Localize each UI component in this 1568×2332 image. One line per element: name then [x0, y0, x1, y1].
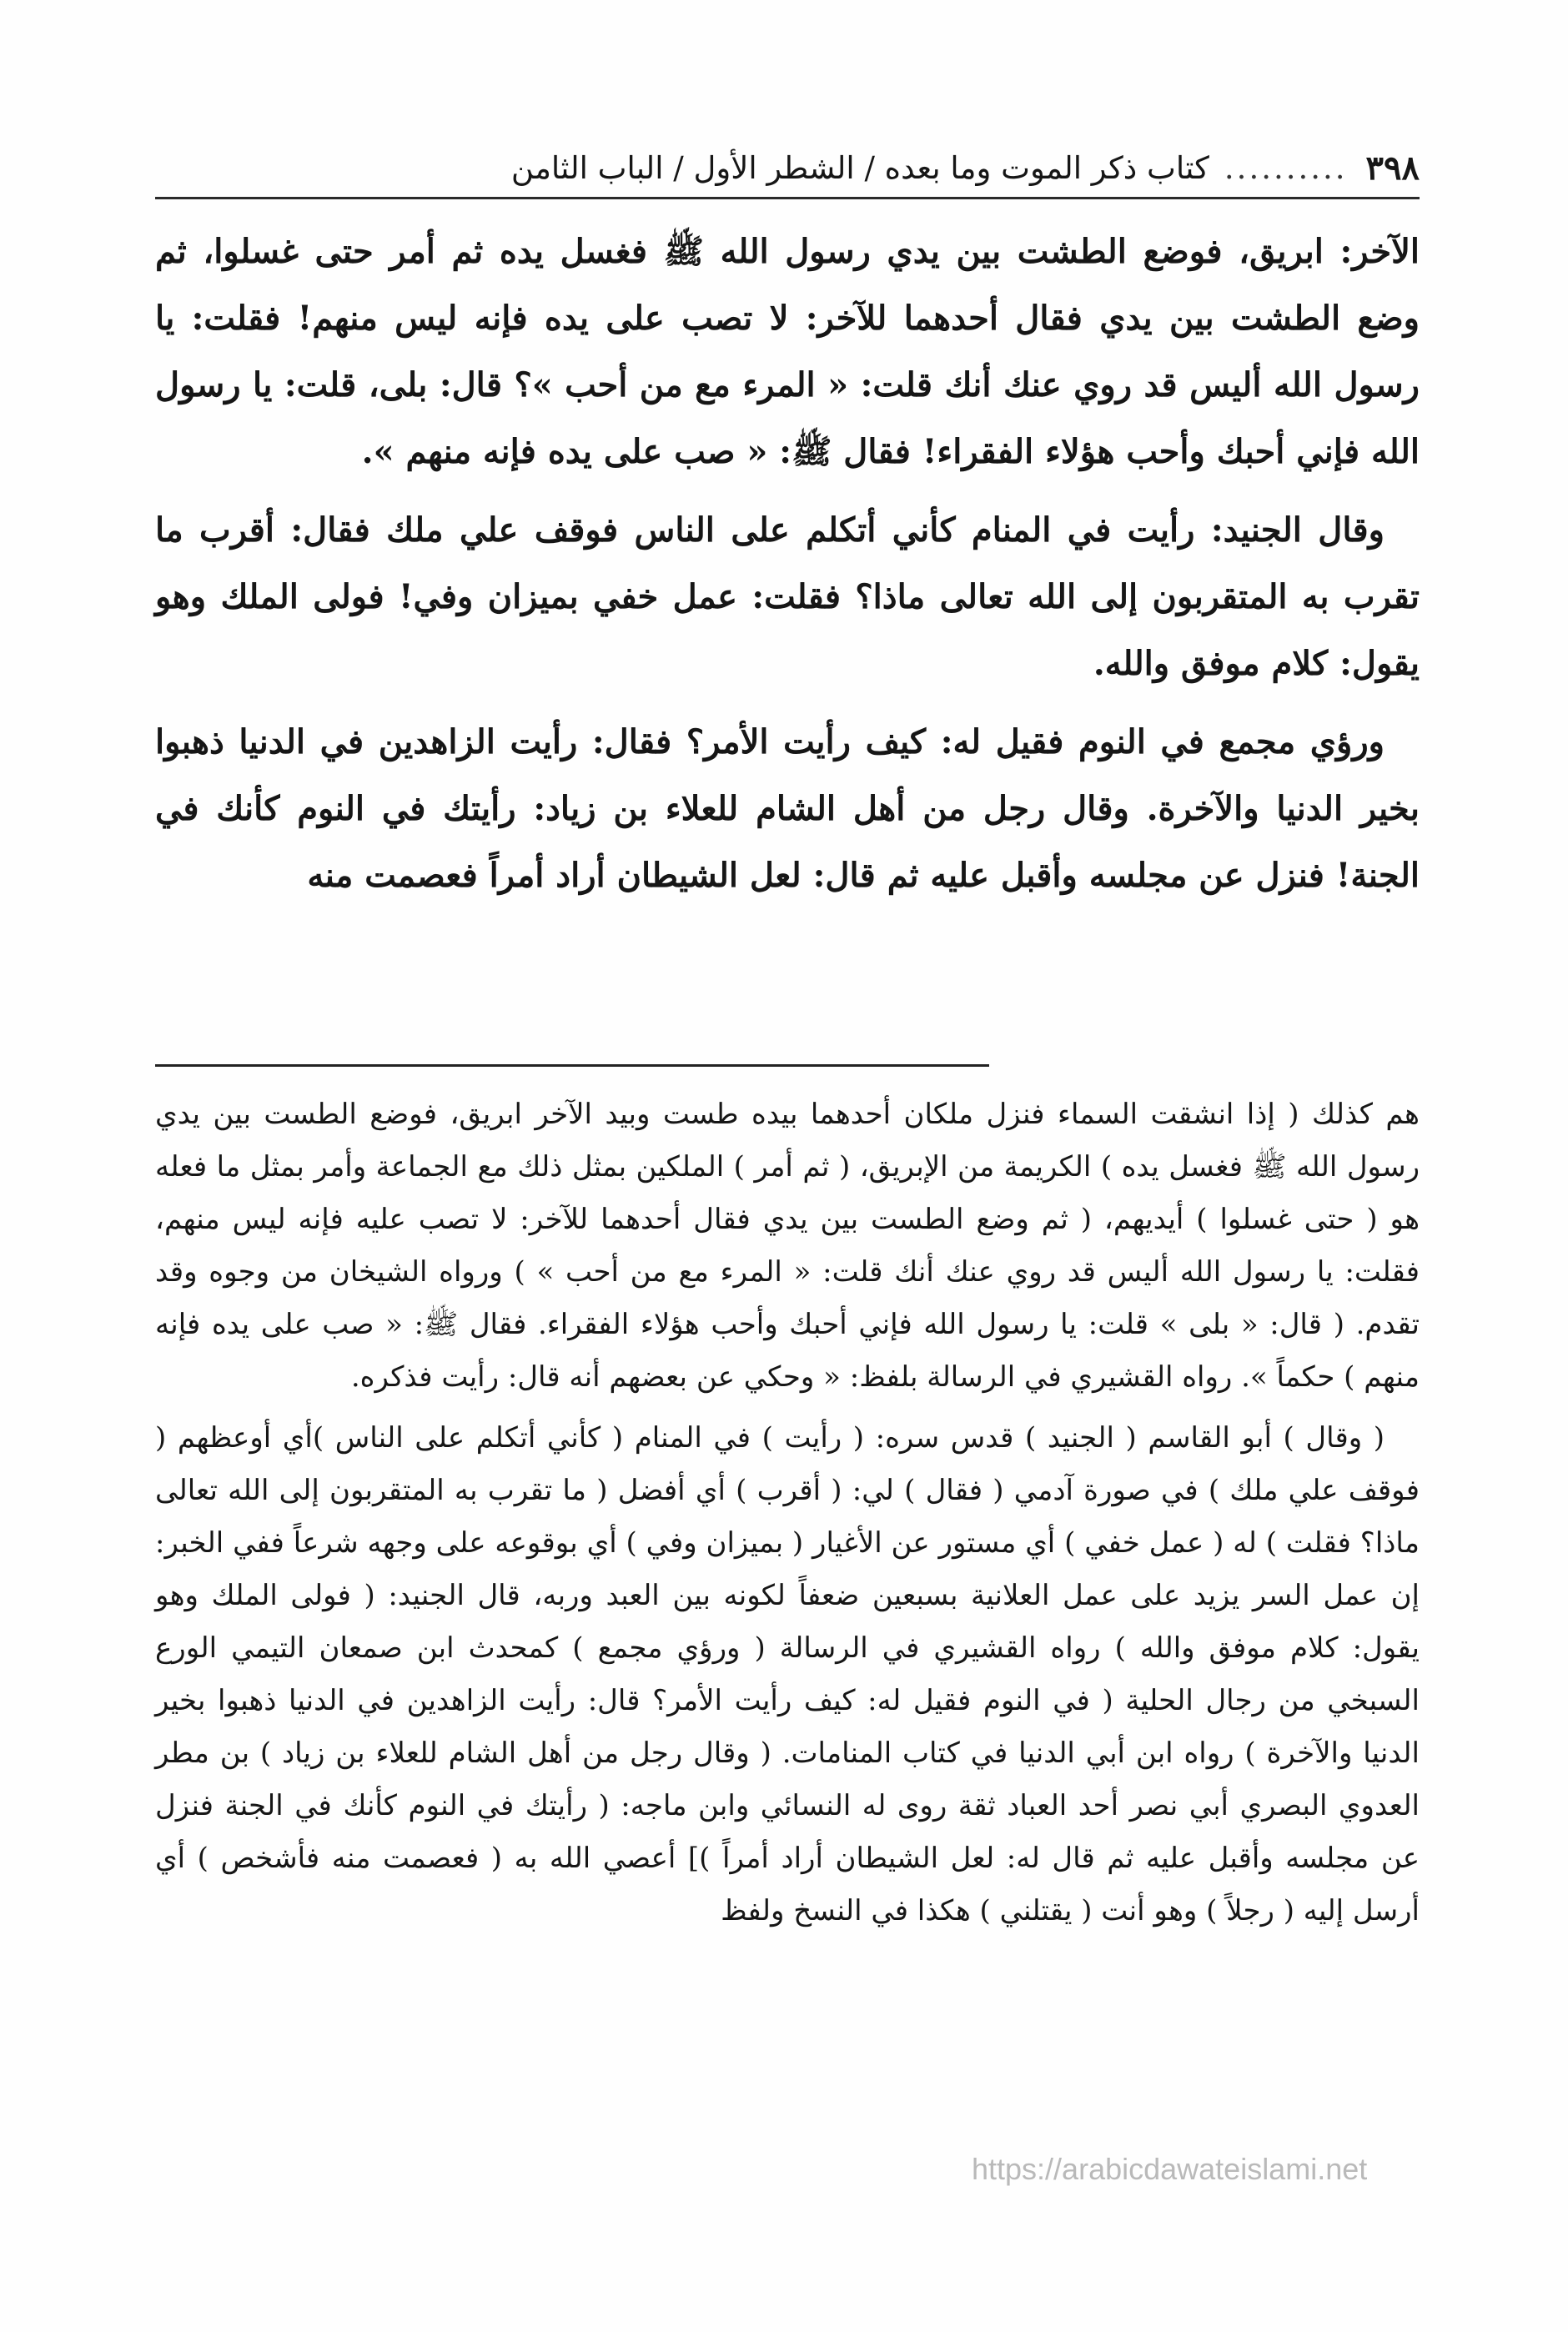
main-paragraph-1: الآخر: ابريق، فوضع الطشت بين يدي رسول الله ﷺ فغسل يده ثم أمر حتى غسلوا، ثم وضع الطشت بين يدي فقال أحدهما للآخر: لا تصب على يده فإنه ليس منهم! فقلت: يا رسول الله أليس قد روي عنك أنك قلت: « المرء مع من أحب »؟ قال: بلى، قلت: يا رسول الله فإني أحبك وأحب هؤلاء الفقراء! فقال ﷺ: « صب على يده فإنه منهم ». [155, 232, 1420, 471]
main-paragraph-3: ورؤي مجمع في النوم فقيل له: كيف رأيت الأمر؟ فقال: رأيت الزاهدين في الدنيا ذهبوا بخير الدنيا والآخرة. وقال رجل من أهل الشام للعلاء بن زياد: رأيتك في النوم كأنك في الجنة! فنزل عن مجلسه وأقبل عليه ثم قال: لعل الشيطان أراد أمراً فعصمت منه [155, 722, 1420, 895]
page-number: ٣٩٨ [1365, 148, 1420, 188]
commentary-paragraph-1: هم كذلك ( إذا انشقت السماء فنزل ملكان أحدهما بيده طست وبيد الآخر ابريق، فوضع الطست بين يدي رسول الله ﷺ فغسل يده ) الكريمة من الإبريق، ( ثم أمر ) الملكين بمثل ذلك مع الجماعة وأمر بمثل ما فعله هو ( حتى غسلوا ) أيديهم، ( ثم وضع الطست بين يدي فقال أحدهما للآخر: لا تصب عليه فإنه ليس منهم، فقلت: يا رسول الله أليس قد روي عنك أنك قلت: « المرء مع من أحب » ) ورواه الشيخان من وجوه وقد تقدم. ( قال: « بلى » قلت: يا رسول الله فإني أحبك وأحب هؤلاء الفقراء. فقال ﷺ: « صب على يده فإنه منهم ) حكماً ». رواه القشيري في الرسالة بلفظ: « وحكي عن بعضهم أنه قال: رأيت فذكره. [155, 1098, 1420, 1394]
commentary-section [155, 1088, 1420, 1946]
header-dot-leader: .......... [1224, 150, 1348, 186]
main-paragraph-2: وقال الجنيد: رأيت في المنام كأني أتكلم على الناس فوقف علي ملك فقال: أقرب ما تقرب به المتقربون إلى الله تعالى ماذا؟ فقلت: عمل خفي بميزان وفي! فولى الملك وهو يقول: كلام موفق والله. [155, 510, 1420, 683]
footnote-separator [155, 1064, 989, 1067]
commentary-paragraph-2: ( وقال ) أبو القاسم ( الجنيد ) قدس سره: ( رأيت ) في المنام ( كأني أتكلم على الناس )أي أوعظهم ( فوقف علي ملك ) في صورة آدمي ( فقال ) لي: ( أقرب ) أي أفضل ( ما تقرب به المتقربون إلى الله تعالى ماذا؟ فقلت ) له ( عمل خفي ) أي مستور عن الأغيار ( بميزان وفي ) أي بوقوعه على وجهه شرعاً ففي الخبر: إن عمل السر يزيد على عمل العلانية بسبعين ضعفاً لكونه بين العبد وربه، قال الجنيد: ( فولى الملك وهو يقول: كلام موفق والله ) رواه القشيري في الرسالة ( ورؤي مجمع ) كمحدث ابن صمعان التيمي الورع السبخي من رجال الحلية ( في النوم فقيل له: كيف رأيت الأمر؟ قال: رأيت الزاهدين في الدنيا ذهبوا بخير الدنيا والآخرة ) رواه ابن أبي الدنيا في كتاب المنامات. ( وقال رجل من أهل الشام للعلاء بن زياد ) بن مطر العدوي البصري أبي نصر أحد العباد ثقة روى له النسائي وابن ماجه: ( رأيتك في النوم كأنك في الجنة فنزل عن مجلسه وأقبل عليه ثم قال له: لعل الشيطان أراد أمراً )] أعصي الله به ( فعصمت منه فأشخص ) أي أرسل إليه ( رجلاً ) وهو أنت ( يقتلني ) هكذا في النسخ ولفظ [155, 1421, 1420, 1927]
header-title: كتاب ذكر الموت وما بعده / الشطر الأول / الباب الثامن [510, 150, 1209, 186]
main-text [155, 219, 1420, 921]
running-header [155, 123, 1420, 199]
watermark-url: https://arabicdawateislami.net [972, 2152, 1368, 2186]
